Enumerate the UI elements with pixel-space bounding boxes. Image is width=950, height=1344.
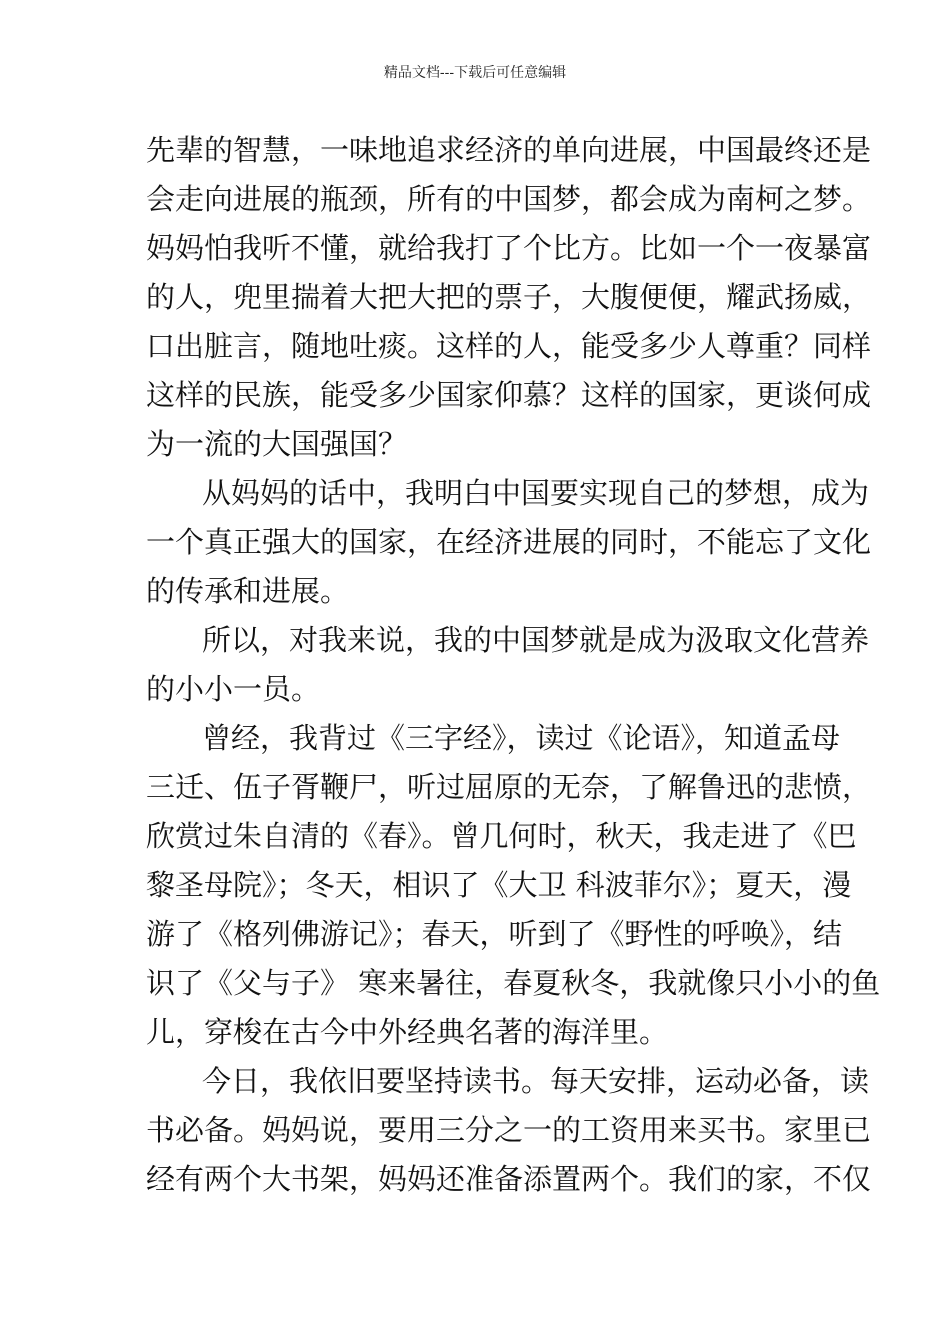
- text-line: 的人，兜里揣着大把大把的票子，大腹便便，耀武扬威，: [146, 280, 872, 314]
- text-line: 游了《格列佛游记》；春天，听到了《野性的呼唤》，结: [146, 917, 843, 951]
- text-line: 一个真正强大的国家，在经济进展的同时，不能忘了文化: [146, 525, 872, 559]
- text-line: 先辈的智慧，一味地追求经济的单向进展，中国最终还是: [146, 133, 872, 167]
- paragraph-first-line: 今日，我依旧要坚持读书。每天安排，运动必备，读: [202, 1064, 870, 1098]
- text-line: 为一流的大国强国？: [146, 427, 408, 461]
- text-line: 欣赏过朱自清的《春》。曾几何时，秋天，我走进了《巴: [146, 819, 857, 853]
- paragraph-first-line: 从妈妈的话中，我明白中国要实现自己的梦想，成为: [202, 476, 870, 510]
- paragraph-first-line: 所以，对我来说，我的中国梦就是成为汲取文化营养: [202, 623, 870, 657]
- text-line: 口出脏言，随地吐痰。这样的人，能受多少人尊重？同样: [146, 329, 872, 363]
- text-line: 黎圣母院》；冬天，相识了《大卫 科波菲尔》；夏天，漫: [146, 868, 852, 902]
- text-line: 的小小一员。: [146, 672, 321, 706]
- text-line: 会走向进展的瓶颈，所有的中国梦，都会成为南柯之梦。: [146, 182, 872, 216]
- body-text: [146, 126, 881, 1204]
- text-line: 三迁、伍子胥鞭尸，听过屈原的无奈，了解鲁迅的悲愤，: [146, 770, 872, 804]
- text-line: 识了《父与子》 寒来暑往，春夏秋冬，我就像只小小的鱼: [146, 966, 881, 1000]
- text-line: 这样的民族，能受多少国家仰慕？这样的国家，更谈何成: [146, 378, 872, 412]
- text-line: 儿，穿梭在古今中外经典名著的海洋里。: [146, 1015, 669, 1049]
- text-line: 的传承和进展。: [146, 574, 350, 608]
- page-header: 精品文档---下载后可任意编辑: [383, 65, 567, 81]
- text-line: 书必备。妈妈说，要用三分之一的工资用来买书。家里已: [146, 1113, 872, 1147]
- text-line: 妈妈怕我听不懂，就给我打了个比方。比如一个一夜暴富: [146, 231, 872, 265]
- text-line: 经有两个大书架，妈妈还准备添置两个。我们的家，不仅: [146, 1162, 872, 1196]
- paragraph-first-line: 曾经，我背过《三字经》，读过《论语》，知道孟母: [202, 721, 841, 755]
